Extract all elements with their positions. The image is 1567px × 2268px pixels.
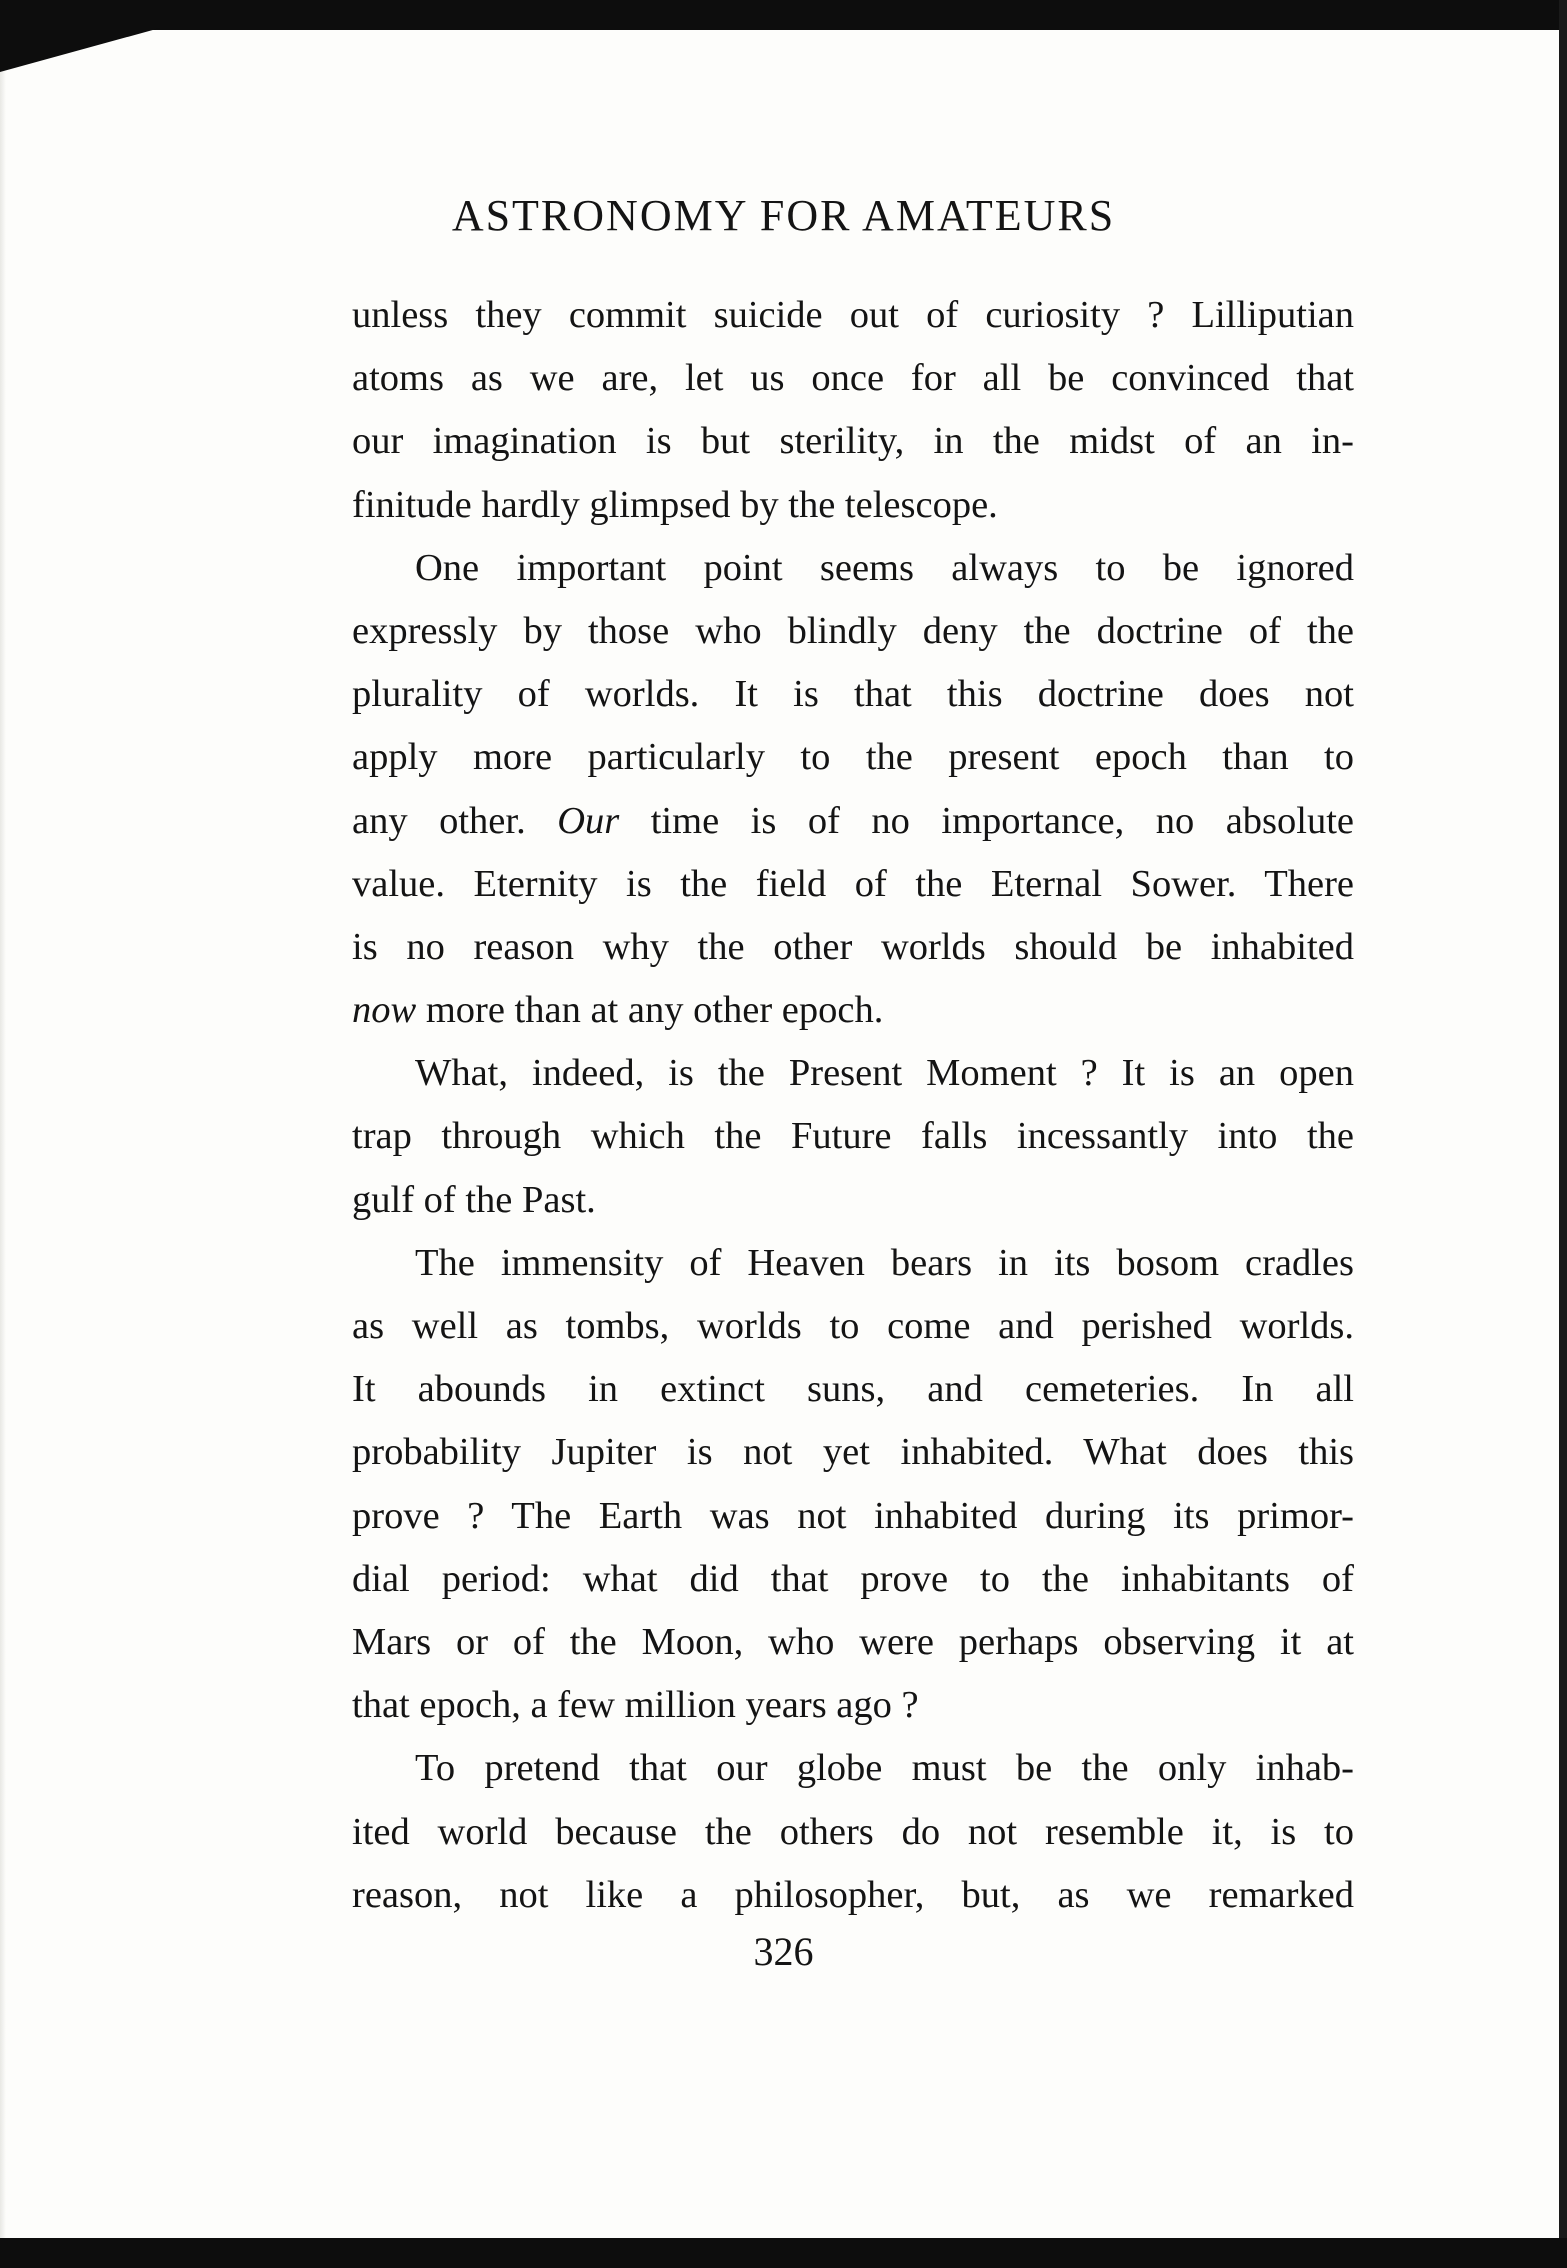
text-line: Mars or of the Moon, who were perhaps observing it at [352, 1620, 1354, 1663]
text-line: dial period: what did that prove to the inhabitants of [352, 1557, 1354, 1600]
scan-bottom-border [0, 2238, 1567, 2268]
text-line: The immensity of Heaven bears in its bosom cradles [415, 1241, 1354, 1284]
text-line: atoms as we are, let us once for all be convinced that [352, 357, 1354, 400]
text-line: as well as tombs, worlds to come and perished worlds. [352, 1305, 1354, 1347]
text-line: is no reason why the other worlds should be inhabited [352, 925, 1354, 968]
text-line: plurality of worlds. It is that this doctrine does not [352, 673, 1354, 716]
text-line: What, indeed, is the Present Moment ? It is an open [415, 1052, 1354, 1095]
text-line: now more than at any other epoch. [352, 989, 884, 1032]
paragraph [352, 1737, 1354, 1927]
text-line: It abounds in extinct suns, and cemeteries. In all [352, 1368, 1354, 1411]
text-line: expressly by those who blindly deny the doctrine of the [352, 609, 1354, 652]
text-line: To pretend that our globe must be the only inhab- [415, 1747, 1354, 1790]
text-line: trap through which the Future falls incessantly into the [352, 1115, 1354, 1158]
text-line: our imagination is but sterility, in the midst of an in- [352, 420, 1354, 463]
text-line: One important point seems always to be ignored [415, 546, 1354, 589]
text-line: that epoch, a few million years ago ? [352, 1684, 919, 1727]
text-line: value. Eternity is the field of the Eternal Sower. There [352, 862, 1354, 905]
paragraph [352, 537, 1354, 1043]
text-line: probability Jupiter is not yet inhabited. What does this [352, 1431, 1354, 1474]
scan-top-wedge [0, 28, 160, 72]
page-number: 326 [753, 1929, 814, 1974]
body-text [352, 284, 1354, 1927]
text-line: unless they commit suicide out of curiosity ? Lilliputian [352, 294, 1354, 336]
text-line: finitude hardly glimpsed by the telescope. [352, 483, 998, 526]
text-line: apply more particularly to the present epoch than to [352, 736, 1354, 779]
paragraph [352, 284, 1354, 537]
text-line: ited world because the others do not resemble it, is to [352, 1810, 1354, 1853]
paragraph [352, 1042, 1354, 1232]
text-line: prove ? The Earth was not inhabited during its primor- [352, 1494, 1354, 1537]
text-line: gulf of the Past. [352, 1178, 596, 1221]
running-head: ASTRONOMY FOR AMATEURS [451, 191, 1116, 240]
text-line: any other. Our time is of no importance, no absolute [352, 799, 1354, 842]
scan-top-border [0, 0, 1567, 30]
paragraph [352, 1232, 1354, 1738]
text-line: reason, not like a philosopher, but, as we remarked [352, 1873, 1354, 1916]
